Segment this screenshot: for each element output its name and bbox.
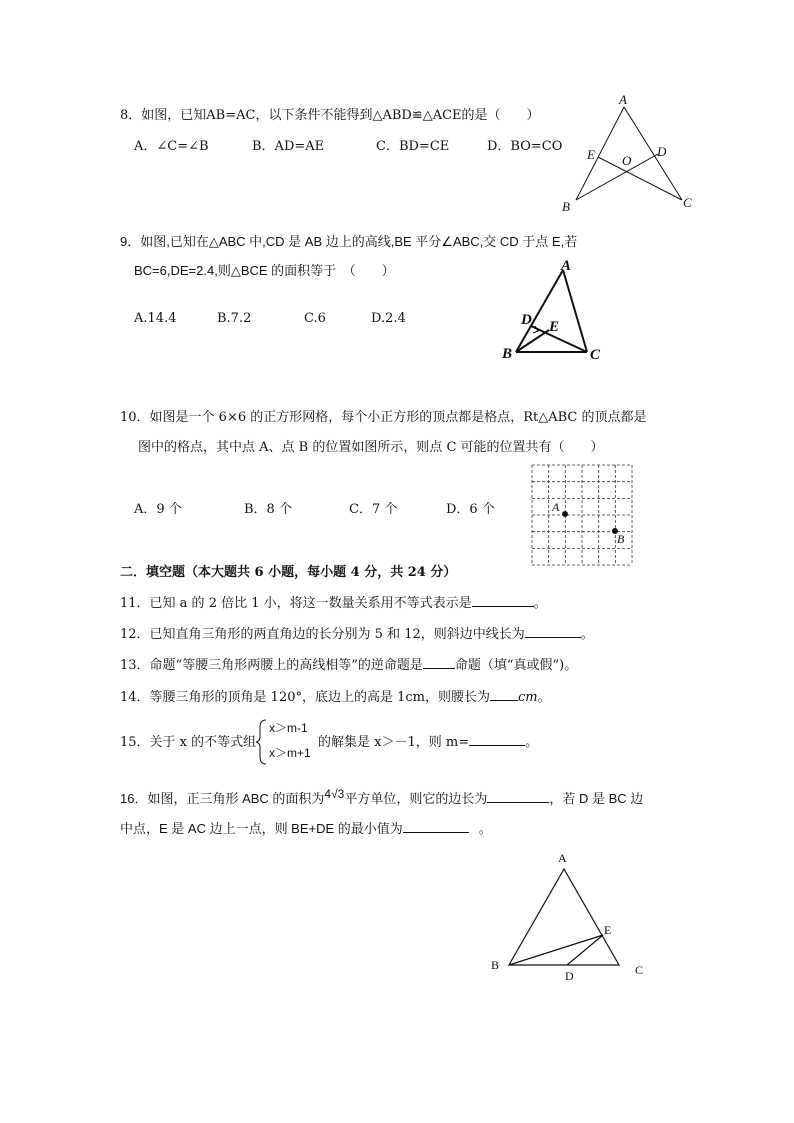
q16-text-2: 平方单位，则它的边长为 — [344, 791, 488, 806]
q16-label-e: E — [604, 923, 612, 937]
q14-unit: cm — [518, 690, 538, 705]
q12-text: 12．已知直角三角形的两直角边的长分别为 5 和 12，则斜边中线长为 — [120, 627, 525, 642]
q8-option-a: A．∠C=∠B — [134, 139, 209, 154]
q8-option-d: D．BO=CO — [487, 139, 563, 154]
q15-inequality-2: x＞m+1 — [269, 746, 311, 760]
q10-label-a: A — [552, 500, 560, 514]
q13-text: 13．命题“等腰三角形两腰上的高线相等”的逆命题是 — [120, 658, 423, 673]
q11-text: 11．已知 a 的 2 倍比 1 小，将这一数量关系用不等式表示是 — [120, 596, 472, 611]
q10-option-b: B．8 个 — [244, 502, 292, 517]
q9-stem-line1: 9．如图,已知在△ABC 中,CD 是 AB 边上的高线,BE 平分∠ABC,交 CD 于点 E,若 — [120, 234, 578, 249]
q16-label-b: B — [491, 958, 500, 972]
q8-option-b: B．AD=AE — [252, 139, 325, 154]
q15-text: 15．关于 x 的不等式组 — [120, 735, 257, 750]
section-heading: 二．填空题（本大题共 6 小题，每小题 4 分，共 24 分） — [120, 565, 457, 580]
q8-stem: 8．如图，已知AB=AC，以下条件不能得到△ABD≌△ACE的是（ ） — [120, 108, 540, 123]
q8-label-d: D — [657, 144, 667, 159]
q9-option-b: B.7.2 — [217, 311, 252, 326]
q9-label-e: E — [549, 319, 560, 335]
q8-label-c: C — [683, 195, 692, 210]
q15-mid: 的解集是 x＞－1，则 m= — [318, 735, 470, 750]
q9-label-d: D — [521, 312, 532, 328]
q8-option-c: C．BD=CE — [376, 139, 450, 154]
q9-label-a: A — [561, 258, 572, 274]
q9-label-b: B — [502, 346, 513, 362]
q8-label-e: E — [587, 147, 595, 162]
q16-label-c: C — [635, 963, 644, 977]
q16-text-4: 中点，E 是 AC 边上一点，则 BE+DE 的最小值为 — [120, 821, 403, 836]
q13-tail: 命题（填“真或假”)。 — [454, 658, 578, 673]
q14-text: 14．等腰三角形的顶角是 120°，底边上的高是 1cm，则腰长为 — [120, 690, 490, 705]
q8-label-b: B — [562, 199, 570, 214]
q9-option-a: A.14.4 — [134, 311, 177, 326]
q10-option-c: C．7 个 — [349, 502, 398, 517]
q11-tail: 。 — [533, 596, 547, 611]
q16-text-1: 16．如图，正三角形 ABC 的面积为 — [120, 791, 325, 806]
q15-inequality-1: x＞m-1 — [269, 721, 308, 735]
q10-stem-line1: 10．如图是一个 6×6 的正方形网格，每个小正方形的顶点都是格点，Rt△ABC 的顶点都是 — [120, 410, 647, 425]
q16-text-3: ，若 D 是 BC 边 — [549, 791, 644, 806]
q15-end: 。 — [525, 735, 539, 750]
q9-label-c: C — [590, 347, 601, 363]
q10-stem-line2: 图中的格点，其中点 A、点 B 的位置如图所示，则点 C 可能的位置共有（ ） — [138, 440, 604, 455]
q16-label-a: A — [558, 851, 567, 865]
q12-tail: 。 — [580, 627, 594, 642]
q16-text-5: 。 — [478, 821, 492, 836]
q14-tail: 。 — [537, 690, 551, 705]
q8-label-a: A — [619, 92, 627, 107]
q10-option-d: D．6 个 — [446, 502, 495, 517]
q10-label-b: B — [617, 532, 625, 546]
q10-option-a: A．9 个 — [134, 502, 182, 517]
q9-option-d: D.2.4 — [371, 311, 406, 326]
q16-area: 4√3 — [324, 787, 345, 801]
q16-label-d: D — [565, 969, 574, 983]
q8-label-o: O — [622, 153, 632, 168]
q9-option-c: C.6 — [304, 311, 326, 326]
q9-stem-line2: BC=6,DE=2.4,则△BCE 的面积等于 （ ） — [134, 263, 395, 278]
